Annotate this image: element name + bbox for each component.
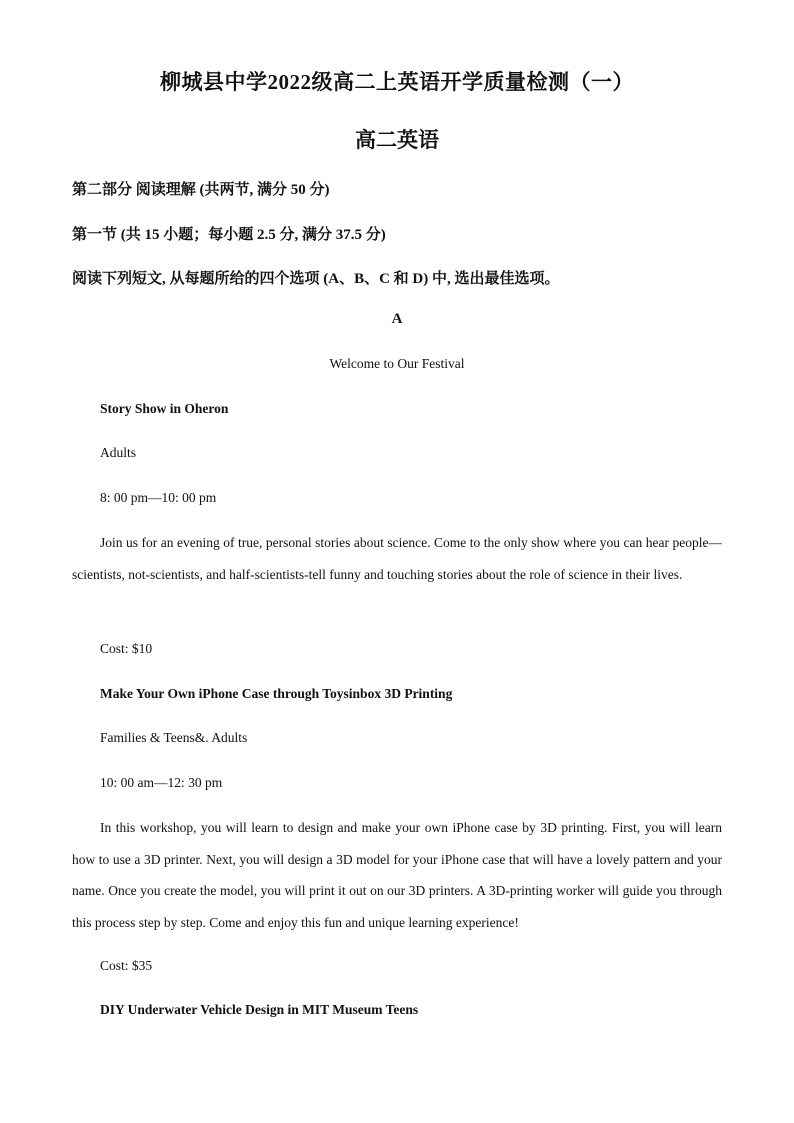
event-title: DIY Underwater Vehicle Design in MIT Museum Teens [100, 1002, 419, 1017]
event-cost: Cost: $10 [100, 641, 153, 656]
event-title: Make Your Own iPhone Case through Toysinbox 3D Printing [100, 686, 453, 701]
event-title: Story Show in Oheron [100, 401, 229, 416]
event-description: Join us for an evening of true, personal stories about science. Come to the only show where you can hear people—scientists, not-scientists, and half-scientists-tell funny and touching stories about the role of science in their lives. [72, 535, 722, 582]
passage-letter: A [391, 311, 403, 327]
document-subtitle: 高二英语 [355, 128, 439, 152]
section-heading: 第一节 (共 15 小题；每小题 2.5 分, 满分 37.5 分) [72, 227, 386, 243]
event-description: In this workshop, you will learn to design and make your own iPhone case by 3D printing. First, you will learn how to use a 3D printer. Next, you will design a 3D model for your iPhone case that will have a lovely pattern and your name. Once you create the model, you will print it out on our 3D printers. A 3D-printing worker will guide you through this process step by step. Come and enjoy this fun and unique learning experience! [72, 820, 722, 930]
event-cost: Cost: $35 [100, 958, 153, 973]
directions: 阅读下列短文, 从每题所给的四个选项 (A、B、C 和 D) 中, 选出最佳选项。 [72, 271, 560, 287]
passage-heading: Welcome to Our Festival [329, 356, 465, 371]
document-title: 柳城县中学2022级高二上英语开学质量检测（一） [160, 70, 634, 94]
event-audience: Adults [100, 445, 137, 460]
part-heading: 第二部分 阅读理解 (共两节, 满分 50 分) [72, 182, 330, 198]
event-time: 8: 00 pm—10: 00 pm [100, 490, 217, 505]
event-time: 10: 00 am—12: 30 pm [100, 775, 223, 790]
event-audience: Families & Teens&. Adults [100, 730, 248, 745]
